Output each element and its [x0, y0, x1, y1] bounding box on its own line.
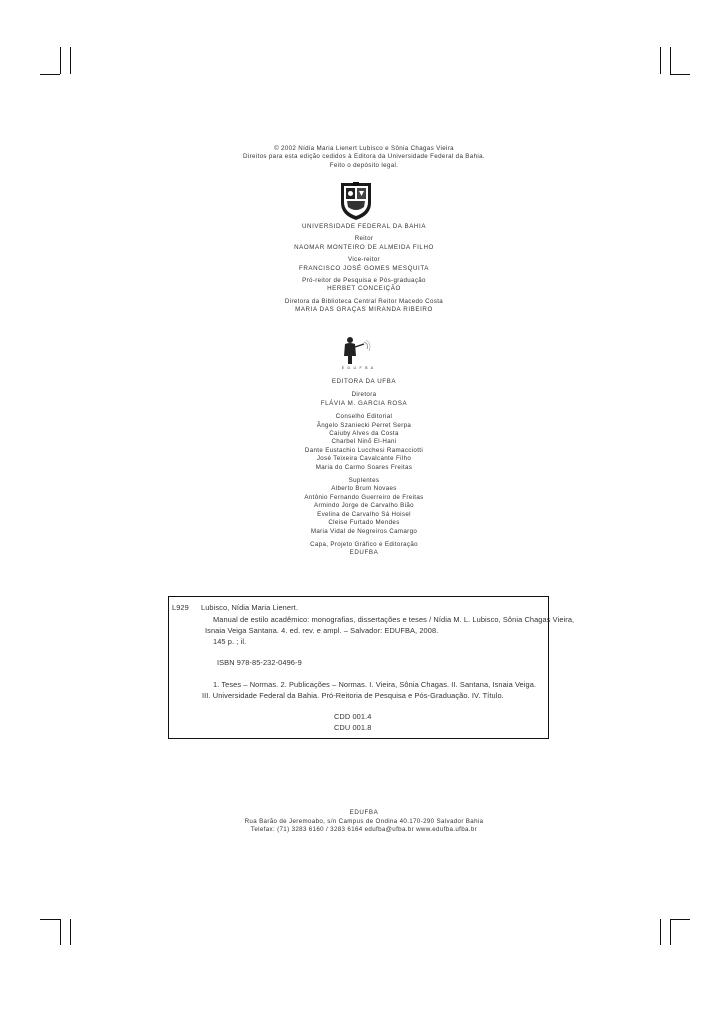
catalog-subjects-line: III. Universidade Federal da Bahia. Pró-Reitoria de Pesquisa e Pós-Graduação. IV. Título.	[202, 691, 504, 700]
catalog-title-line: Manual de estilo acadêmico: monografias, dissertações e teses / Nídia M. L. Lubisco, Sônia Chagas Vieira,	[213, 615, 575, 624]
council-member: José Teixeira Cavalcante Filho	[316, 455, 412, 463]
design-credit-name: EDUFBA	[349, 549, 379, 557]
substitute-member: Armindo Jorge de Carvalho Bião	[314, 502, 414, 510]
substitute-member: Antônio Fernando Guerreiro de Freitas	[304, 493, 424, 501]
catalog-author: Lubisco, Nídia Maria Lienert.	[201, 603, 298, 612]
substitute-member: Maria Vidal de Negreiros Camargo	[310, 527, 418, 535]
library-director-name: MARIA DAS GRAÇAS MIRANDA RIBEIRO	[295, 306, 433, 314]
footer-address: Rua Barão de Jeremoabo, s/n Campus de Ondina 40.170-290 Salvador Bahia	[244, 817, 484, 825]
council-member: Charbel Ninõ El-Hani	[331, 438, 397, 446]
university-administration	[0, 223, 728, 315]
catalog-isbn: ISBN 978-85-232-0496-9	[217, 658, 302, 667]
university-name: UNIVERSIDADE FEDERAL DA BAHIA	[301, 223, 427, 230]
council-member: Maria do Carmo Soares Freitas	[315, 463, 413, 471]
substitute-member: Cleise Furtado Mendes	[328, 519, 400, 527]
council-member: Ângelo Szaniecki Perret Serpa	[316, 421, 412, 429]
catalog-cdd: CDD 001.4	[334, 712, 372, 721]
catalog-cdu: CDU 001.8	[334, 723, 372, 732]
ufba-coat-of-arms-icon	[339, 181, 373, 221]
council-member: Caiuby Alves da Costa	[329, 430, 399, 438]
legal-deposit-line: Feito o depósito legal.	[329, 161, 399, 169]
substitute-member: Evelina de Carvalho Sá Hoisel	[317, 510, 411, 518]
cataloging-record	[168, 596, 575, 739]
prorector-name: HERBET CONCEIÇÃO	[327, 285, 401, 293]
copyright-notice	[0, 145, 728, 170]
footer-name: EDUFBA	[349, 809, 379, 816]
substitutes-title: Suplentes	[348, 477, 380, 485]
rector-name: NAOMAR MONTEIRO DE ALMEIDA FILHO	[294, 243, 434, 251]
council-member: Dante Eustachio Lucchesi Ramacciotti	[304, 446, 424, 454]
vice-rector-role: Vice-reitor	[348, 256, 380, 264]
copyright-line: © 2002 Nídia Maria Lienert Lubisco e Sônia Chagas Vieira	[274, 145, 454, 152]
footer-contact: Telefax: (71) 3283 6160 / 3283 6164 edufba@ufba.br www.edufba.ufba.br	[250, 826, 478, 834]
publisher-info	[0, 378, 728, 558]
edufba-logo-icon	[338, 336, 378, 370]
rector-role: Reitor	[354, 235, 374, 243]
library-director-role: Diretora da Biblioteca Central Reitor Macedo Costa	[284, 297, 444, 305]
vice-rector-name: FRANCISCO JOSÉ GOMES MESQUITA	[298, 264, 430, 272]
council-title: Conselho Editorial	[335, 413, 393, 421]
catalog-subjects-line: 1. Teses – Normas. 2. Publicações – Normas. I. Vieira, Sônia Chagas. II. Santana, Isnaia Veiga.	[213, 680, 537, 689]
rights-line: Direitos para esta edição cedidos à Editora da Universidade Federal da Bahia.	[243, 153, 485, 161]
substitute-member: Alberto Brum Novaes	[331, 485, 397, 493]
catalog-pages: 145 p. ; il.	[213, 637, 247, 646]
publisher-name: EDITORA DA UFBA	[331, 378, 397, 385]
publisher-director-name: FLÁVIA M. GARCIA ROSA	[320, 399, 408, 407]
publisher-footer	[0, 809, 728, 835]
catalog-title-line: Isnaia Veiga Santana. 4. ed. rev. e ampl. – Salvador: EDUFBA, 2008.	[205, 626, 439, 635]
prorector-role: Pró-reitor de Pesquisa e Pós-graduação	[302, 277, 426, 285]
edufba-logo-text: E D U F B A	[341, 366, 375, 370]
publisher-director-role: Diretora	[351, 391, 377, 399]
design-credit-title: Capa, Projeto Gráfico e Editoração	[310, 540, 418, 548]
call-number: L929	[172, 603, 189, 612]
